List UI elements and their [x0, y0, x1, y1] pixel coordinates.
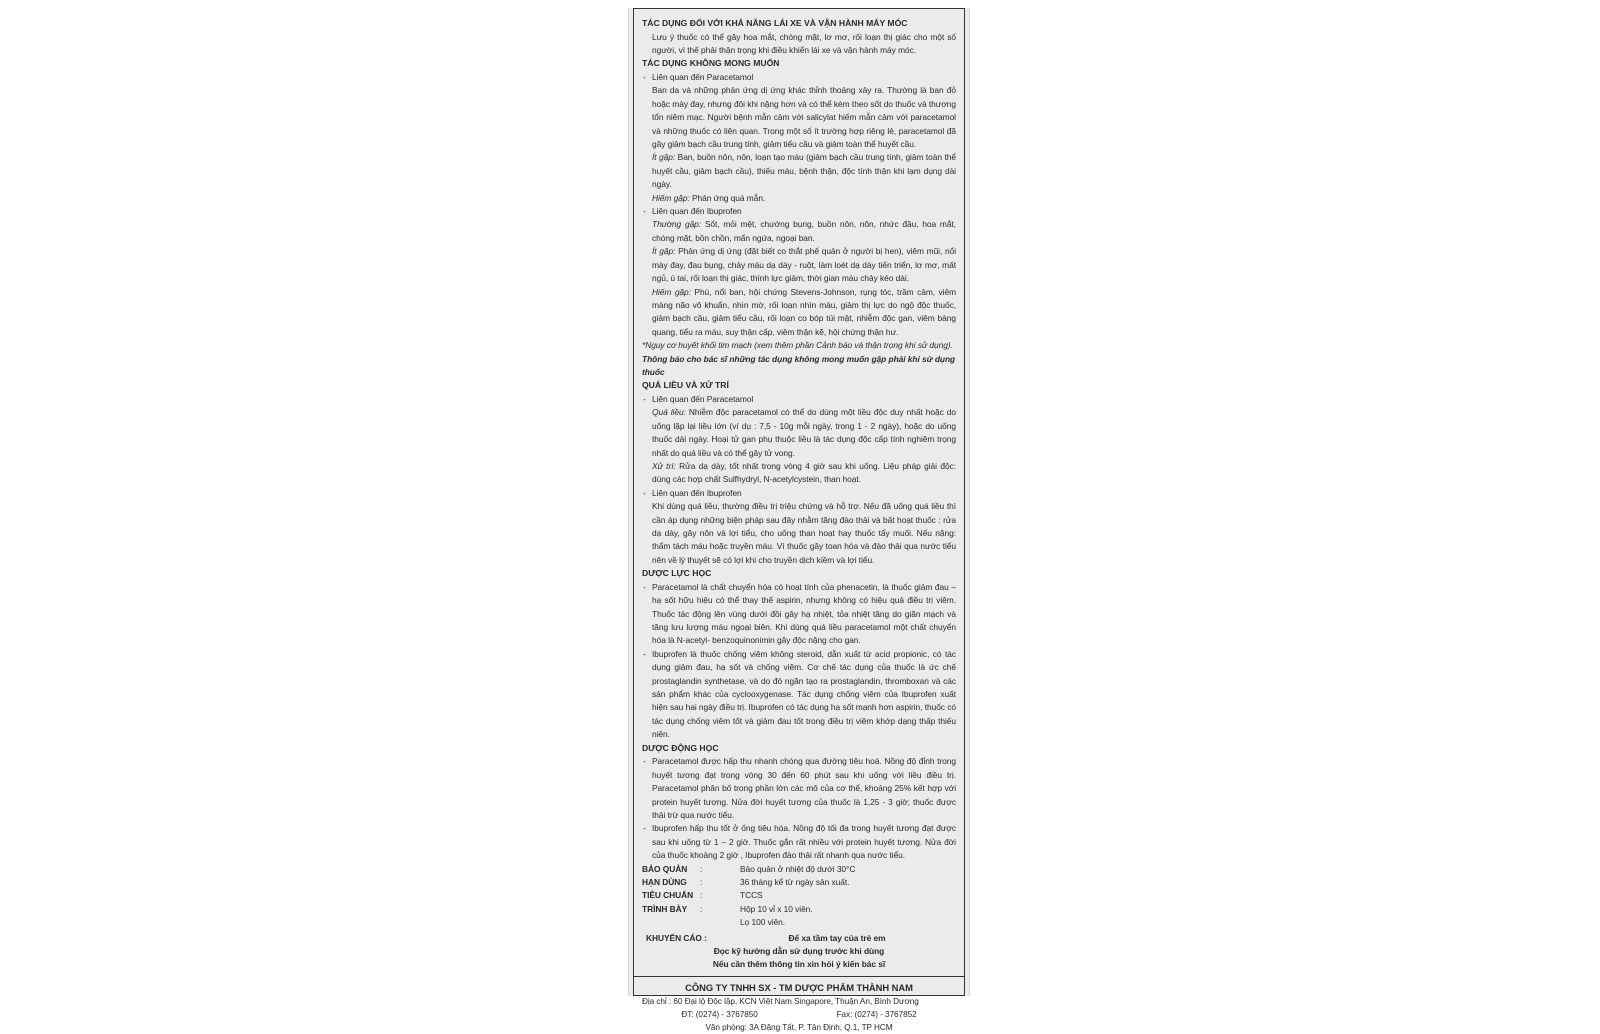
shelf-life-label: HẠN DÙNG	[642, 876, 687, 887]
adverse-ibuprofen-common	[642, 218, 956, 245]
driving-heading: TÁC DỤNG ĐỐI VỚI KHẢ NĂNG LÁI XE VÀ VẬN HÀNH MÁY MÓC	[642, 18, 908, 28]
warning-line-1: Để xa tầm tay của trẻ em	[788, 932, 886, 943]
storage-row	[642, 863, 956, 876]
colon: :	[700, 876, 703, 887]
adverse-paracetamol-rare	[642, 192, 956, 205]
pharmacodynamics-ibuprofen: - Ibuprofen là thuốc chống viêm không steroid, dẫn xuất từ acid propionic, có tác dụng giảm đau, hạ sốt và chống viêm. Cơ chế tác dụng của thuốc là ức chế prostaglandin synthetase, và do đó ngăn tạo ra prostaglandin, thromboxan và các sản phẩm khác của cyclooxygenase. Tác dụng chống viêm của Ibuprofen xuất hiện sau hai ngày điều trị. Ibuprofen có tác dụng hạ sốt mạnh hơn aspirin, thuốc có tác dụng chống viêm tốt và giảm đau tốt trong điều trị viêm khớp dạng thấp thiếu niên.	[642, 648, 956, 742]
adverse-ibuprofen-rare	[642, 286, 956, 340]
adverse-paracetamol-uncommon	[642, 151, 956, 191]
overdose-ibuprofen-text: Khi dùng quá liều, thường điều trị triệu chứng và hỗ trợ. Nếu đã uống quá liều thì cần áp dụng những biện pháp sau đây nhằm tăng đào thải và bất hoạt thuốc : rửa dạ dày, gây nôn và lợi tiểu, cho uống than hoạt hay thuốc tẩy muối. Nếu nặng: thẩm tách máu hoặc truyền máu. Vì thuốc gây toan hóa và đào thải qua nước tiểu nên về lý thuyết sẽ có lợi khi cho truyền dịch kiềm và lợi tiểu.	[652, 501, 956, 565]
overdose-label: Quá liều:	[652, 407, 686, 418]
overdose-heading: QUÁ LIỀU VÀ XỬ TRÍ	[642, 380, 729, 391]
adverse-paracetamol-label: - Liên quan đến Paracetamol	[642, 71, 956, 84]
shelf-life-row	[642, 876, 956, 889]
packaging-label: TRÌNH BÀY	[642, 903, 688, 914]
overdose-text: Nhiễm độc paracetamol có thể do dùng một liều độc duy nhất hoặc do uống lặp lại liều lớn (ví dụ : 7,5 - 10g mỗi ngày, trong 1 - 2 ngày), hoặc do uống thuốc dài ngày. Hoại tử gan phụ thuộc liều là tác dụng độc cấp tính nghiêm trọng nhất do quá liều và có thể gây tử vong.	[652, 407, 957, 458]
notify-doctor-text: Thông báo cho bác sĩ những tác dụng không mong muốn gặp phải khi sử dụng thuốc	[642, 353, 956, 377]
pharmacodynamics-heading: DƯỢC LỰC HỌC	[642, 568, 712, 579]
standard-label: TIÊU CHUẨN	[642, 890, 694, 901]
warning-line-3: Nếu cần thêm thông tin xin hỏi ý kiến bác sĩ	[712, 959, 886, 970]
uncommon-text: Ban, buồn nôn, nôn, loạn tạo máu (giảm bạch cầu trung tính, giảm toàn thể huyết cầu, giảm bạch cầu), thiếu máu, bệnh thận, độc tính thận khi lạm dụng dài ngày.	[652, 152, 956, 190]
adverse-heading: TÁC DỤNG KHÔNG MONG MUỐN	[642, 58, 780, 69]
overdose-treatment	[642, 460, 956, 487]
leaflet-frame	[633, 8, 965, 1032]
company-address: Địa chỉ : 60 Đại lộ Độc lập, KCN Việt Nam Singapore, Thuận An, Bình Dương	[642, 996, 919, 1006]
packaging-value-1: Hộp 10 vỉ x 10 viên.	[740, 903, 813, 914]
rare-label: Hiếm gặp:	[652, 286, 691, 297]
uncommon-label: Ít gặp:	[652, 152, 676, 163]
overdose-ibuprofen-label: - Liên quan đến Ibuprofen	[642, 487, 956, 500]
shelf-life-value: 36 tháng kể từ ngày sản xuất.	[740, 876, 850, 887]
rare-text: Phù, nổi ban, hội chứng Stevens-Johnson, rụng tóc, trầm cảm, viêm màng não vô khuẩn, nhìn mờ, rối loạn nhìn màu, giảm thị lực do ngộ độc thuốc, giảm bạch cầu, giảm tiểu cầu, rối loạn co bóp túi mật, nhiễm độc gan, viêm bàng quang, tiểu ra máu, suy thận cấp, viêm thận kẽ, hội chứng thận hư.	[652, 286, 956, 337]
packaging-row-2	[642, 916, 956, 929]
company-office: Văn phòng: 3A Đặng Tất, P. Tân Định, Q.1, TP HCM	[705, 1022, 893, 1032]
warning-label: KHUYẾN CÁO :	[646, 932, 707, 943]
treatment-text: Rửa dạ dày, tốt nhất trong vòng 4 giờ sau khi uống. Liệu pháp giải độc: dùng các hợp chất Sulfhydryl, N-acetylcystein, than hoạt.	[652, 460, 956, 485]
packaging-row	[642, 903, 956, 916]
pharmacokinetics-ibuprofen: - Ibuprofen hấp thu tốt ở ống tiêu hóa. Nồng độ tối đa trong huyết tương đạt được sau khi uống từ 1 – 2 giờ. Thuốc gắn rất nhiều với protein huyết tương. Nửa đời của thuốc khoảng 2 giờ , Ibuprofen đào thải rất nhanh qua nước tiểu.	[642, 822, 956, 862]
colon: :	[700, 863, 703, 874]
common-text: Sốt, mỏi mệt, chướng bụng, buồn nôn, nôn, nhức đầu, hoa mắt, chóng mặt, bồn chồn, mẩn ngứa, ngoại ban.	[652, 219, 956, 243]
company-fax: Fax: (0274) - 3767852	[836, 1009, 917, 1019]
colon: :	[700, 903, 703, 914]
adverse-ibuprofen-uncommon	[642, 245, 956, 285]
rare-label: Hiếm gặp:	[652, 192, 690, 203]
pharmacodynamics-paracetamol: - Paracetamol là chất chuyển hóa có hoạt tính của phenacetin, là thuốc giảm đau – hạ sốt hữu hiệu có thể thay thế aspirin, nhưng không có hiệu quả điều trị viêm. Thuốc tác động lên vùng dưới đồi gây hạ nhiệt, tỏa nhiệt tăng do giãn mạch và tăng lưu lượng máu ngoại biên. Khi dùng quá liều paracetamol một chất chuyển hóa là N-acetyl- benzoquinonimin gây độc nặng cho gan.	[642, 581, 956, 648]
uncommon-label: Ít gặp:	[652, 246, 676, 257]
driving-text: Lưu ý thuốc có thể gây hoa mắt, chóng mặt, lơ mơ, rối loạn thị giác cho một số người, vì thế phải thận trọng khi điều khiển lái xe và vận hành máy móc.	[652, 31, 956, 55]
uncommon-text: Phản ứng dị ứng (đặt biết co thắt phế quản ở người bị hen), viêm mũi, nổi mày đay, đau bụng, chảy máu dạ dày - ruột, làm loét dạ dày tiến triển, lơ mơ, mất ngủ, ù tai, rối loạn thị giác, thính lực giảm, thời gian máu chảy kéo dài.	[652, 246, 956, 284]
adverse-paracetamol-text: Ban da và những phản ứng dị ứng khác thỉnh thoảng xảy ra. Thường là ban đỏ hoặc mày đay, nhưng đôi khi nặng hơn và có thể kèm theo sốt do thuốc và thương tổn niêm mạc. Người bệnh mẫn cảm với salicylat hiếm mẫn cảm với paracetamol và những thuốc có liên quan. Trong một số ít trường hợp riêng lẻ, paracetamol đã gây giảm bạch cầu trung tính, giảm tiểu cầu và giảm toàn thể huyết cầu.	[652, 85, 956, 150]
storage-label: BẢO QUẢN	[642, 863, 688, 874]
packaging-value-2: Lọ 100 viên.	[740, 917, 786, 928]
company-name: CÔNG TY TNHH SX - TM DƯỢC PHẨM THÀNH NAM	[685, 981, 913, 993]
pharmacokinetics-paracetamol: - Paracetamol được hấp thu nhanh chóng qua đường tiêu hoá. Nồng độ đỉnh trong huyết tương đạt trong vòng 30 đến 60 phút sau khi uống với liều điều trị. Paracetamol phân bố trong phần lớn các mô của cơ thể, khoảng 25% kết hợp với protein huyết tương. Nửa đời huyết tương của thuốc là 1,25 - 3 giờ; thuốc được thải trừ qua nước tiểu.	[642, 755, 956, 822]
warning-line-2: Đọc kỹ hướng dẫn sử dụng trước khi dùng	[713, 945, 885, 956]
standard-row	[642, 889, 956, 902]
rare-text: Phản ứng quá mẫn.	[689, 192, 766, 203]
storage-value: Bảo quản ở nhiệt độ dưới 30°C	[740, 863, 856, 874]
common-label: Thường gặp:	[652, 219, 702, 230]
company-phone: ĐT: (0274) - 3767850	[681, 1009, 758, 1019]
treatment-label: Xử trí:	[652, 460, 676, 471]
company-contacts	[642, 1008, 956, 1021]
adverse-ibuprofen-label: - Liên quan đến Ibuprofen	[642, 205, 956, 218]
leaflet-scan	[628, 8, 970, 1032]
colon: :	[700, 890, 703, 901]
standard-value: TCCS	[740, 890, 763, 901]
cardiovascular-note: *Nguy cơ huyết khối tim mạch (xem thêm phần Cảnh báo và thận trọng khi sử dụng).	[642, 340, 953, 351]
overdose-paracetamol-label: - Liên quan đến Paracetamol	[642, 393, 956, 406]
warning-row	[642, 932, 956, 945]
overdose-paracetamol-text	[642, 406, 956, 460]
pharmacokinetics-heading: DƯỢC ĐỘNG HỌC	[642, 742, 719, 753]
footer-divider	[634, 976, 964, 977]
